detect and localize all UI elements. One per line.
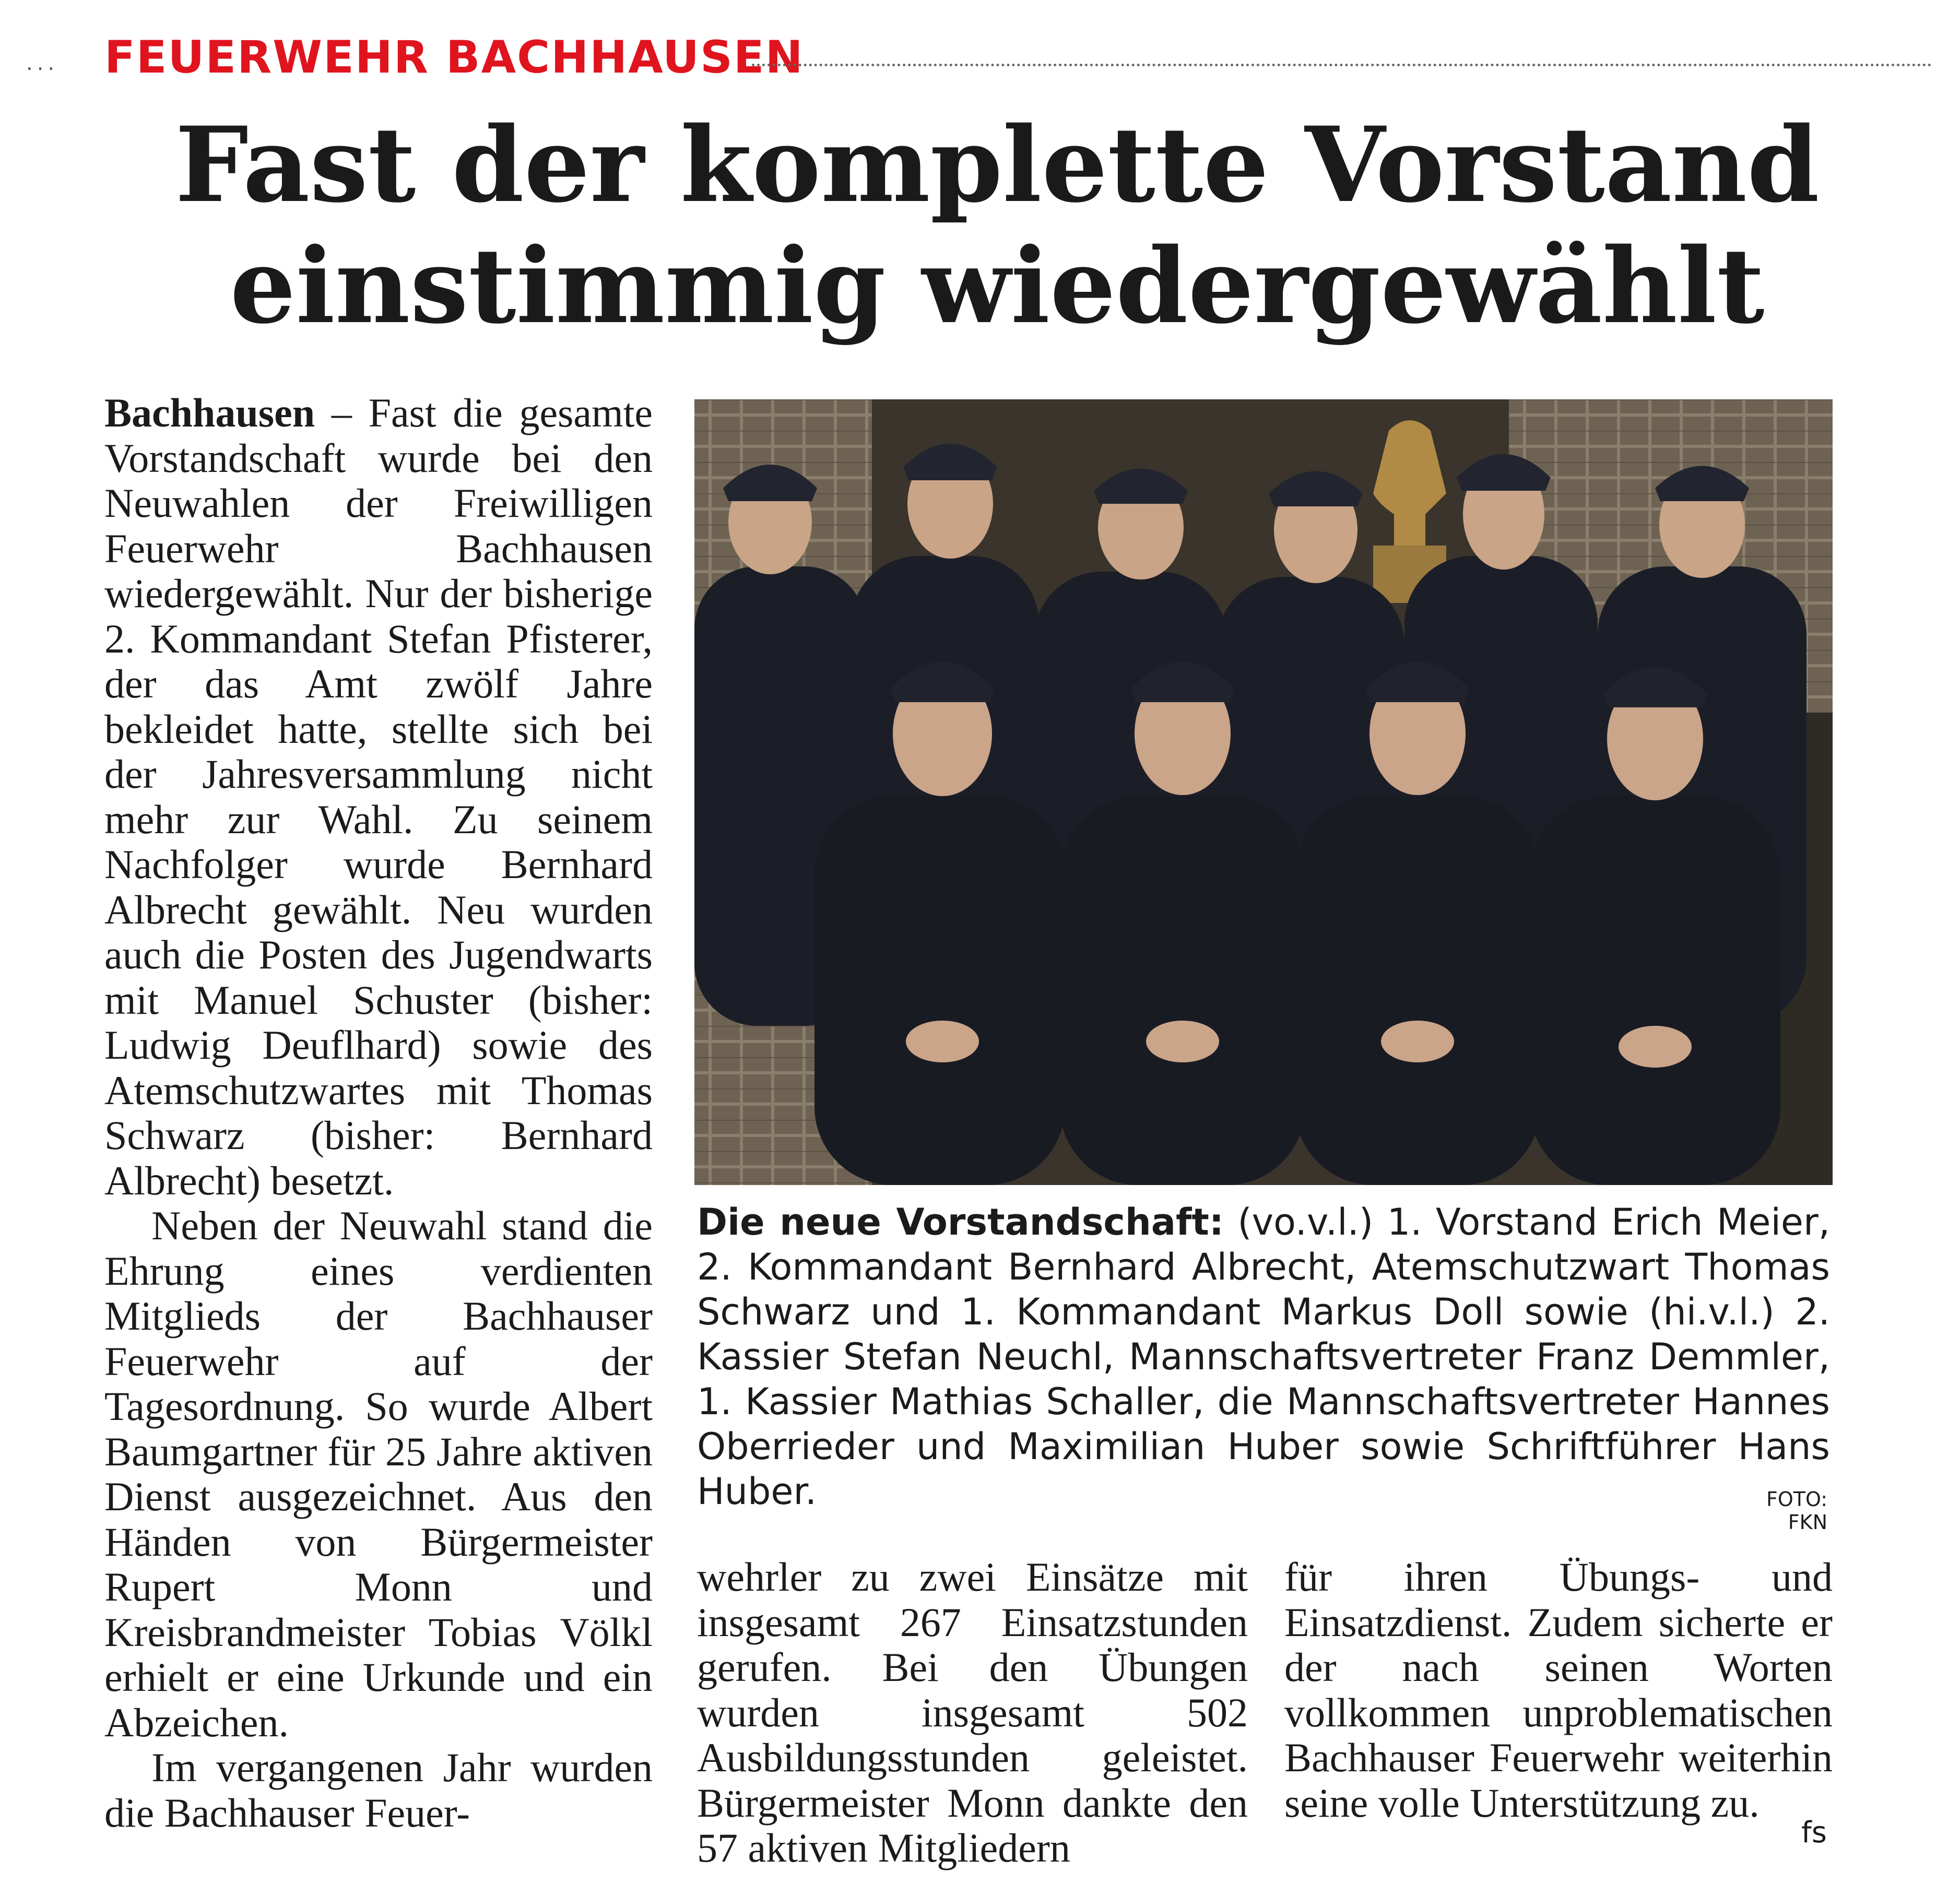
photo-caption <box>697 1200 1830 1514</box>
dateline: Bachhausen <box>104 390 315 435</box>
article-paragraph-3: Im vergangenen Jahr wurden die Bachhauser Feuer- <box>104 1745 653 1835</box>
article-paragraph-1 <box>104 390 653 1203</box>
caption-text: (vo.v.l.) 1. Vorstand Erich Meier, 2. Kommandant Bernhard Albrecht, Atemschutzwart Thomas Schwarz und 1. Kommandant Markus Doll sowie (hi.v.l.) 2. Kassier Stefan Neuchl, Mannschaftsvertreter Franz Demmler, 1. Kassier Mathias Schaller, die Mannschaftsvertreter Hannes Oberrieder und Maximilian Huber sowie Schriftführer Hans Huber. <box>697 1201 1831 1513</box>
headline-line-1: Fast der komplette Vorstand <box>175 104 1820 226</box>
group-photo <box>694 399 1833 1185</box>
article-column-2 <box>697 1555 1248 1871</box>
article-column-3 <box>1284 1555 1833 1826</box>
article-paragraph-2: Neben der Neuwahl stand die Ehrung eines verdienten Mitglieds der Bachhauser Feuerwehr auf der Tagesordnung. So wurde Albert Baumgartner für 25 Jahre aktiven Dienst ausgezeichnet. Aus den Händen von Bürgermeister Rupert Monn und Kreisbrandmeister Tobias Völkl erhielt er eine Urkunde und ein Abzeichen. <box>104 1203 653 1745</box>
author-initials: fs <box>1801 1816 1827 1850</box>
kicker-dotted-rule <box>752 64 1932 66</box>
caption-lead: Die neue Vorstandschaft: <box>697 1201 1224 1243</box>
article-column-1 <box>104 390 653 1835</box>
paragraph-1-text: – Fast die gesamte Vorstandschaft wurde bei den Neuwahlen der Freiwilligen Feuerwehr Bachhausen wiedergewählt. Nur der bisherige 2. Kommandant Stefan Pfisterer, der das Amt zwölf Jahre bekleidet hatte, stellte sich bei der Jahresversammlung nicht mehr zur Wahl. Zu seinem Nachfolger wurde Bernhard Albrecht gewählt. Neu wurden auch die Posten des Jugendwarts mit Manuel Schuster (bisher: Ludwig Deuflhard) sowie des Atemschutzwartes mit Thomas Schwarz (bisher: Bernhard Albrecht) besetzt. <box>104 390 653 1203</box>
article-column-2-text: wehrler zu zwei Einsätze mit insgesamt 267 Einsatzstunden gerufen. Bei den Übungen wurden insgesamt 502 Ausbildungsstunden geleistet. Bürgermeister Monn dankte den 57 aktiven Mitgliedern <box>697 1554 1248 1870</box>
group-photo-illustration <box>694 399 1833 1185</box>
section-kicker: FEUERWEHR BACHHAUSEN <box>104 31 804 84</box>
headline <box>136 104 1859 347</box>
headline-line-2: einstimmig wiedergewählt <box>230 225 1765 347</box>
photo-credit: FOTO: FKN <box>1766 1488 1827 1534</box>
article-column-3-text: für ihren Übungs- und Einsatzdienst. Zudem sicherte er der nach seinen Worten vollkommen unproblematischen Bachhauser Feuerwehr weiterhin seine volle Unterstützung zu. <box>1284 1554 1833 1826</box>
kicker-leading-dots: ... <box>26 51 59 75</box>
